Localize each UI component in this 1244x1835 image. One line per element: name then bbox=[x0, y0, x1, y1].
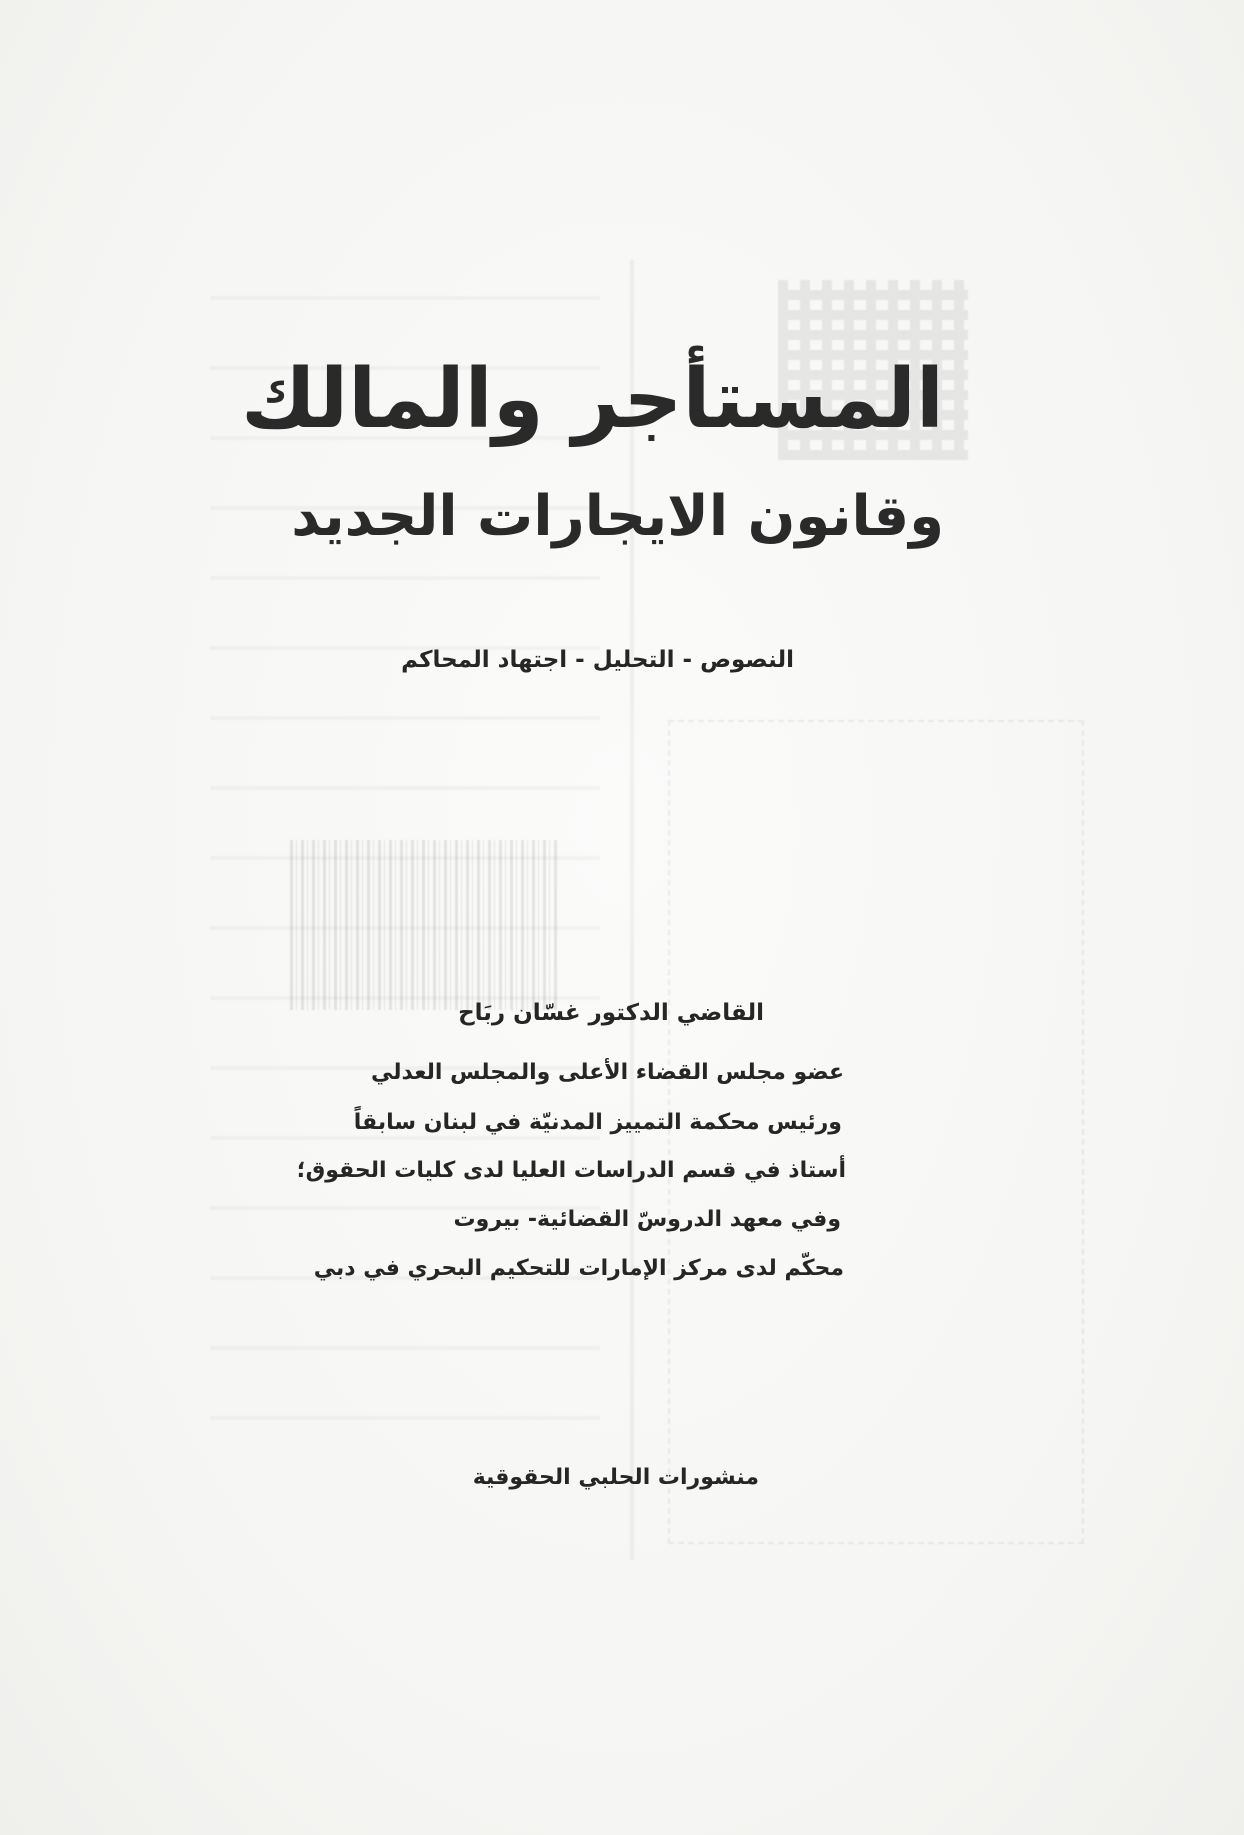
book-subtitle: وقانون الايجارات الجديد bbox=[291, 484, 944, 549]
publisher-name: منشورات الحلبي الحقوقية bbox=[472, 1465, 759, 1490]
author-credential: أستاذ في قسم الدراسات العليا لدى كليات الحقوق؛ bbox=[296, 1158, 846, 1183]
show-through-divider bbox=[630, 260, 634, 1560]
content-description: النصوص - التحليل - اجتهاد المحاكم bbox=[401, 647, 794, 673]
author-name: القاضي الدكتور غسّان ربَاح bbox=[458, 1000, 764, 1026]
author-credential: وفي معهد الدروسّ القضائية- بيروت bbox=[453, 1207, 841, 1232]
author-credential: عضو مجلس القضاء الأعلى والمجلس العدلي bbox=[371, 1060, 844, 1085]
author-credential: ورئيس محكمة التمييز المدنيّة في لبنان سابقاً bbox=[353, 1110, 842, 1135]
show-through-barcode bbox=[290, 840, 560, 1010]
book-title: المستأجر والمالك bbox=[240, 352, 944, 447]
author-credential: محكّم لدى مركز الإمارات للتحكيم البحري في دبي bbox=[313, 1256, 844, 1281]
